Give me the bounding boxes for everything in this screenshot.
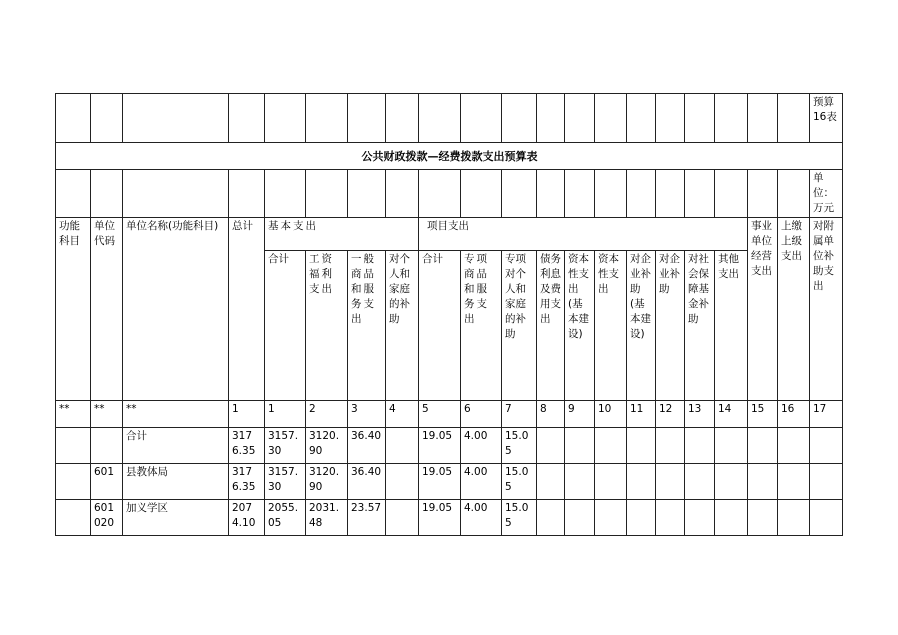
budget-table <box>55 93 843 536</box>
header-proj-goods: 专项商品和服务支出 <box>461 251 502 401</box>
header-unit-code: 单位代码 <box>91 218 123 401</box>
cell: 36.40 <box>348 464 386 500</box>
index-cell: 1 <box>265 401 306 428</box>
index-row <box>56 401 843 428</box>
cell: 36.40 <box>348 428 386 464</box>
header-project: 项目支出 <box>419 218 748 251</box>
header-enterprise: 对企业补助 <box>656 251 685 401</box>
header-proj-personal: 专项对个人和家庭的补助 <box>502 251 537 401</box>
index-cell: 14 <box>715 401 748 428</box>
index-cell: 12 <box>656 401 685 428</box>
cell: 15.05 <box>502 464 537 500</box>
unit-label: 单位：万元 <box>810 170 843 218</box>
header-func-subject: 功能科目 <box>56 218 91 401</box>
cell: 4.00 <box>461 500 502 536</box>
index-cell: 10 <box>595 401 627 428</box>
table-row <box>56 428 843 464</box>
index-cell: 11 <box>627 401 656 428</box>
form-number: 预算16表 <box>810 94 843 143</box>
index-cell: 2 <box>306 401 348 428</box>
cell: 19.05 <box>419 428 461 464</box>
cell: 3176.35 <box>229 428 265 464</box>
header-social: 对社会保障基金补助 <box>685 251 715 401</box>
cell <box>91 428 123 464</box>
header-row-1 <box>56 218 843 251</box>
form-number-row <box>56 94 843 143</box>
header-business: 事业单位经营支出 <box>748 218 778 401</box>
cell: 合计 <box>123 428 229 464</box>
cell: 3176.35 <box>229 464 265 500</box>
cell: 2031.48 <box>306 500 348 536</box>
cell <box>386 464 419 500</box>
header-basic: 基本支出 <box>265 218 419 251</box>
index-cell: 4 <box>386 401 419 428</box>
header-total: 总计 <box>229 218 265 401</box>
index-cell: 5 <box>419 401 461 428</box>
cell: 4.00 <box>461 464 502 500</box>
cell <box>56 428 91 464</box>
cell: 3157.30 <box>265 428 306 464</box>
table-row <box>56 464 843 500</box>
index-cell: ** <box>56 401 91 428</box>
index-cell: 6 <box>461 401 502 428</box>
cell: 601 <box>91 464 123 500</box>
unit-row <box>56 170 843 218</box>
header-debt: 债务利息及费用支出 <box>537 251 565 401</box>
cell: 3157.30 <box>265 464 306 500</box>
index-cell: 3 <box>348 401 386 428</box>
index-cell: 13 <box>685 401 715 428</box>
header-wages: 工资福利支出 <box>306 251 348 401</box>
header-upper: 上缴上级支出 <box>778 218 810 401</box>
index-cell: 16 <box>778 401 810 428</box>
cell: 3120.90 <box>306 428 348 464</box>
cell: 19.05 <box>419 500 461 536</box>
header-proj-sum: 合计 <box>419 251 461 401</box>
header-capital: 资本性支出 <box>595 251 627 401</box>
cell: 15.05 <box>502 428 537 464</box>
title-row <box>56 143 843 170</box>
cell: 4.00 <box>461 428 502 464</box>
cell <box>56 500 91 536</box>
index-cell: 17 <box>810 401 843 428</box>
header-basic-sum: 合计 <box>265 251 306 401</box>
cell: 23.57 <box>348 500 386 536</box>
cell: 15.05 <box>502 500 537 536</box>
header-unit-name: 单位名称(功能科目) <box>123 218 229 401</box>
cell: 县教体局 <box>123 464 229 500</box>
table-row <box>56 500 843 536</box>
cell: 2074.10 <box>229 500 265 536</box>
cell <box>386 428 419 464</box>
index-cell: ** <box>123 401 229 428</box>
cell: 601020 <box>91 500 123 536</box>
index-cell: 1 <box>229 401 265 428</box>
index-cell: ** <box>91 401 123 428</box>
cell: 3120.90 <box>306 464 348 500</box>
header-goods: 一般商品和服务支出 <box>348 251 386 401</box>
header-other: 其他支出 <box>715 251 748 401</box>
index-cell: 8 <box>537 401 565 428</box>
header-capital-basic: 资本性支出(基本建设) <box>565 251 595 401</box>
cell <box>386 500 419 536</box>
cell: 19.05 <box>419 464 461 500</box>
cell: 加义学区 <box>123 500 229 536</box>
index-cell: 9 <box>565 401 595 428</box>
index-cell: 7 <box>502 401 537 428</box>
table-title: 公共财政拨款—经费拨款支出预算表 <box>56 143 843 170</box>
header-enterprise-basic: 对企业补助(基本建设) <box>627 251 656 401</box>
cell <box>56 464 91 500</box>
header-personal: 对个人和家庭的补助 <box>386 251 419 401</box>
index-cell: 15 <box>748 401 778 428</box>
cell: 2055.05 <box>265 500 306 536</box>
header-subsidiary: 对附属单位补助支出 <box>810 218 843 401</box>
